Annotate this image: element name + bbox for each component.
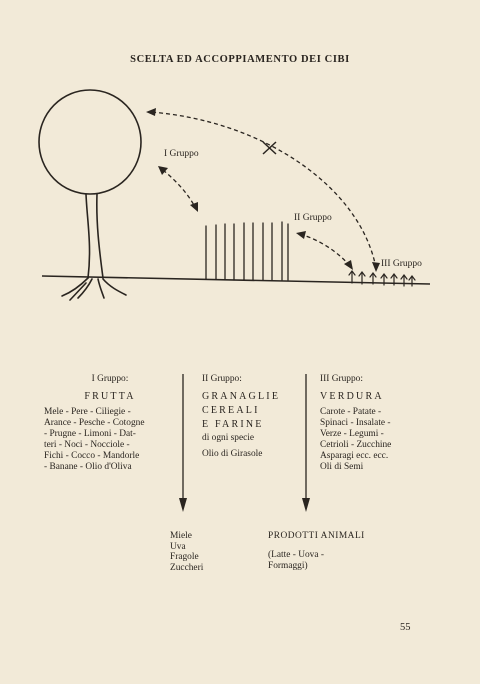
ground-line bbox=[42, 276, 430, 284]
label-group3: III Gruppo bbox=[381, 259, 422, 269]
column-group3 bbox=[320, 374, 430, 473]
column-head: I Gruppo: bbox=[91, 374, 129, 384]
grain-stalks-icon bbox=[206, 222, 288, 280]
arrowhead-tree bbox=[146, 108, 156, 116]
item-line: Arance - Pesche - Cotogne bbox=[44, 418, 145, 428]
arrowhead-g2-end bbox=[344, 260, 353, 270]
item-line: teri - Noci - Nocciole - bbox=[44, 440, 130, 450]
page-number: 55 bbox=[400, 622, 411, 633]
sweet-foods-list bbox=[170, 531, 203, 573]
list-item: Uva bbox=[170, 541, 186, 552]
item-line: di ogni specie bbox=[202, 433, 255, 443]
list-item: Zuccheri bbox=[170, 562, 204, 573]
column-subtitle: FRUTTA bbox=[84, 391, 136, 402]
list-item: Miele bbox=[170, 531, 192, 541]
column-head: III Gruppo: bbox=[320, 374, 363, 384]
column-items bbox=[320, 407, 430, 473]
arrowhead-g2-start bbox=[296, 231, 306, 239]
column-items bbox=[202, 433, 302, 460]
divider-arrow-left bbox=[179, 374, 187, 512]
item-line: Verze - Legumi - bbox=[320, 429, 384, 439]
arrowhead-g1-start bbox=[158, 166, 168, 175]
column-subtitle: E FARINE bbox=[202, 419, 264, 430]
column-subtitle: GRANAGLIE bbox=[202, 391, 281, 402]
tree-icon bbox=[39, 90, 141, 300]
column-group2 bbox=[202, 374, 302, 460]
animal-products-title: PRODOTTI ANIMALI bbox=[268, 531, 365, 541]
animal-products-line: (Latte - Uova - bbox=[268, 550, 324, 560]
page-title: SCELTA ED ACCOPPIAMENTO DEI CIBI bbox=[130, 54, 350, 65]
list-item: Fragole bbox=[170, 552, 199, 562]
column-subtitle: VERDURA bbox=[320, 391, 384, 402]
item-line: Spinaci - Insalate - bbox=[320, 418, 391, 428]
animal-products bbox=[268, 531, 365, 572]
arrowhead-veg-top bbox=[372, 262, 380, 272]
item-line: Carote - Patate - bbox=[320, 407, 382, 417]
column-items bbox=[44, 407, 176, 473]
column-head: II Gruppo: bbox=[202, 374, 242, 384]
arrow-group1-to-grain bbox=[163, 170, 195, 207]
arrow-group2-to-veg bbox=[300, 234, 350, 266]
item-line: Cetrioli - Zucchine bbox=[320, 440, 392, 450]
divider-arrow-right bbox=[302, 374, 310, 512]
item-line: Oli di Semi bbox=[320, 462, 364, 472]
item-line: Asparagi ecc. ecc. bbox=[320, 451, 389, 461]
item-line: Fichi - Cocco - Mandorle bbox=[44, 451, 140, 461]
column-group1 bbox=[44, 374, 176, 473]
column-subtitle: CEREALI bbox=[202, 405, 260, 416]
item-line: Mele - Pere - Ciliegie - bbox=[44, 407, 131, 417]
label-group2: II Gruppo bbox=[294, 213, 332, 223]
label-group1: I Gruppo bbox=[164, 149, 199, 159]
animal-products-line: Formaggi) bbox=[268, 561, 308, 571]
item-line: - Prugne - Limoni - Dat- bbox=[44, 429, 136, 439]
arrowhead-g1-end bbox=[190, 202, 198, 212]
item-line: Olio di Girasole bbox=[202, 449, 263, 459]
item-line: - Banane - Olio d'Oliva bbox=[44, 462, 132, 472]
